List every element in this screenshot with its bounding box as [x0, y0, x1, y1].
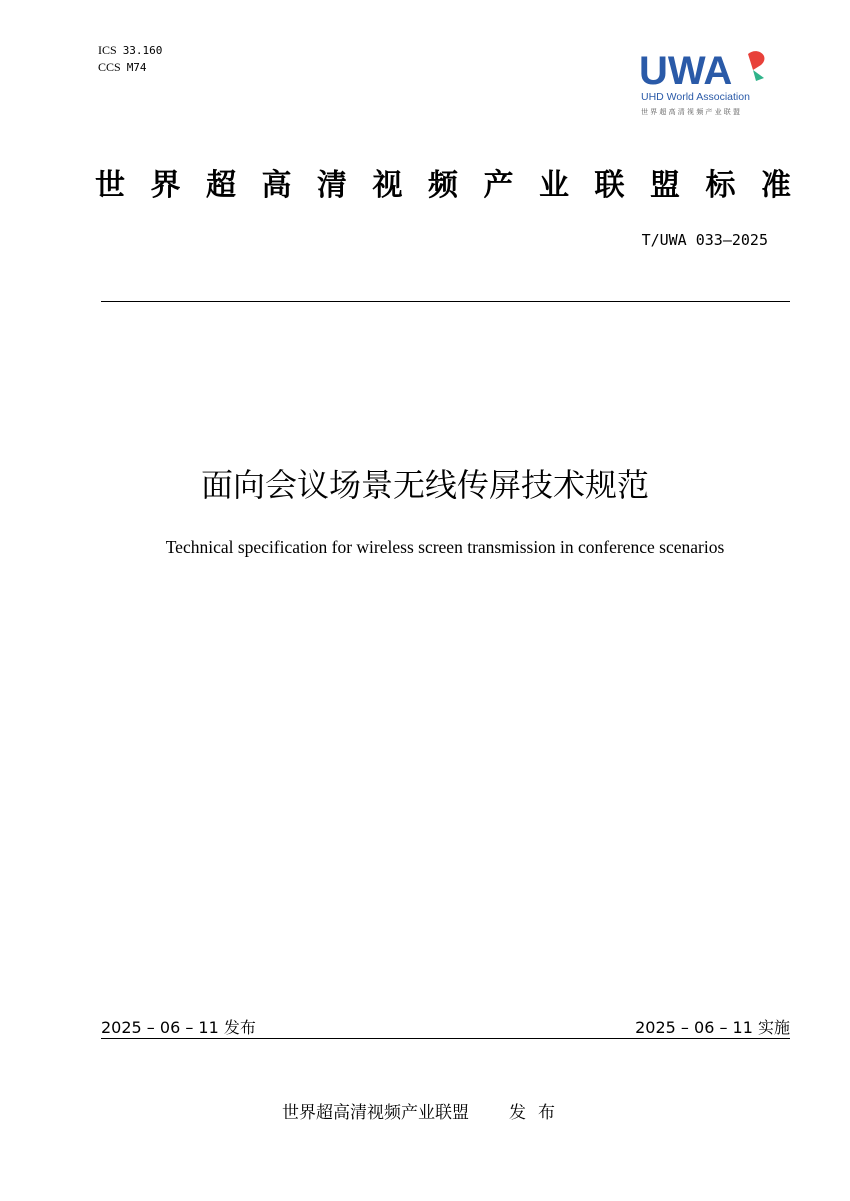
bottom-divider: [101, 1038, 790, 1039]
ccs-label: CCS: [98, 60, 121, 74]
document-title-english: Technical specification for wireless screen transmission in conference scenarios: [165, 537, 725, 557]
standard-category-title: 世界超高清视频产业联盟标准: [95, 168, 817, 203]
implementation-date: 2025 – 06 – 11 实施: [635, 1018, 790, 1037]
classification-codes: [98, 42, 162, 76]
ics-code: 33.160: [122, 44, 163, 57]
ics-label: ICS: [98, 43, 117, 57]
ccs-code: M74: [126, 61, 147, 74]
ics-line: [98, 42, 162, 59]
top-divider: [101, 301, 790, 302]
ccs-line: [98, 59, 162, 76]
uwa-logo-letters: UWA: [639, 49, 733, 90]
uwa-logo: [637, 48, 767, 120]
standard-number: T/UWA 033—2025: [641, 231, 768, 249]
uwa-logo-mark: [637, 48, 767, 90]
logo-red-swoosh-icon: [748, 51, 764, 70]
publish-action: 发布: [509, 1103, 567, 1123]
document-title-chinese: 面向会议场景无线传屏技术规范: [200, 466, 649, 504]
publisher-name: 世界超高清视频产业联盟: [282, 1103, 469, 1123]
logo-chinese-name: 世界超高清视频产业联盟: [641, 108, 743, 116]
publisher-line: [282, 1098, 567, 1123]
release-date: 2025 – 06 – 11 发布: [101, 1018, 256, 1037]
logo-green-accent-icon: [753, 70, 764, 81]
logo-english-name: UHD World Association: [641, 91, 750, 103]
